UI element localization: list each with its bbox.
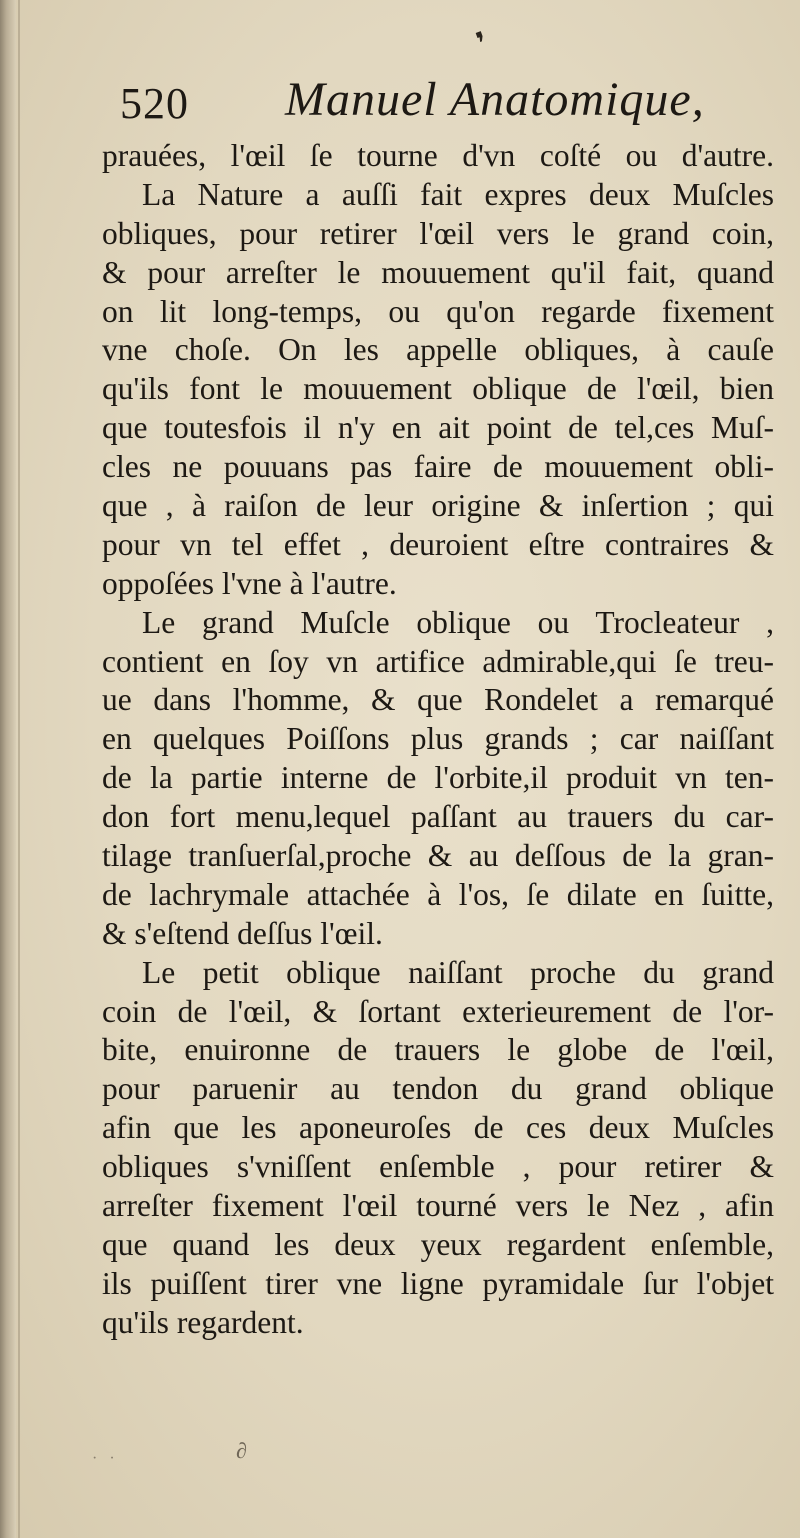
text-line: tilage tranſuerſal,proche & au deſſous de la gran-: [102, 838, 774, 874]
text-line: afin que les aponeuroſes de ces deux Muſcles: [102, 1110, 774, 1146]
text-line: Le grand Muſcle oblique ou Trocleateur ,: [142, 604, 774, 640]
ink-smudge: ∂: [236, 1438, 247, 1463]
text-line: que quand les deux yeux regardent enſemble,: [102, 1226, 774, 1262]
text-line: en quelques Poiſſons plus grands ; car naiſſant: [102, 721, 774, 757]
text-line: Le petit oblique naiſſant proche du grand: [142, 954, 774, 990]
text-line: arreſter fixement l'œil tourné vers le Nez , afin: [102, 1188, 774, 1224]
text-line: qu'ils font le mouuement oblique de l'œil, bien: [102, 371, 774, 407]
text-line: ue dans l'homme, & que Rondelet a remarqué: [102, 682, 774, 718]
body-text: [102, 137, 774, 1343]
text-line: pour paruenir au tendon du grand oblique: [102, 1071, 774, 1107]
text-line: ils puiſſent tirer vne ligne pyramidale ſur l'objet: [102, 1265, 774, 1301]
text-line: prauées, l'œil ſe tourne d'vn coſté ou d'autre.: [102, 138, 774, 173]
ink-mark: ❜: [472, 26, 494, 61]
page-number: 520: [120, 79, 189, 128]
ink-specks: · ·: [92, 1450, 119, 1467]
page-header: [120, 70, 705, 140]
text-line: contient en ſoy vn artifice admirable,qui ſe treu-: [102, 643, 774, 679]
text-line: don fort menu,lequel paſſant au trauers du car-: [102, 799, 774, 835]
page-gutter: [0, 0, 16, 1538]
text-line: que , à raiſon de leur origine & inſertion ; qui: [102, 488, 774, 524]
text-line: & s'eſtend deſſus l'œil.: [102, 915, 383, 951]
text-line: bite, enuironne de trauers le globe de l'œil,: [102, 1032, 774, 1068]
text-line: vne choſe. On les appelle obliques, à cauſe: [102, 332, 774, 368]
text-line: coin de l'œil, & ſortant exterieurement de l'or-: [102, 993, 774, 1029]
gutter-edge: [18, 0, 20, 1538]
text-line: on lit long-temps, ou qu'on regarde fixement: [102, 293, 774, 329]
text-line: La Nature a auſſi fait expres deux Muſcles: [142, 176, 774, 212]
text-line: que toutesfois il n'y en ait point de tel,ces Muſ-: [102, 410, 774, 446]
text-line: obliques s'vniſſent enſemble , pour retirer &: [102, 1149, 774, 1185]
text-line: de lachrymale attachée à l'os, ſe dilate en ſuitte,: [102, 876, 774, 912]
text-line: cles ne pouuans pas faire de mouuement obli-: [102, 449, 774, 485]
text-line: qu'ils regardent.: [102, 1304, 304, 1340]
text-line: & pour arreſter le mouuement qu'il fait, quand: [102, 254, 774, 290]
text-line: oppoſées l'vne à l'autre.: [102, 565, 397, 601]
running-title: Manuel Anatomique,: [285, 73, 705, 126]
text-line: pour vn tel effet , deuroient eſtre contraires &: [102, 526, 774, 562]
text-line: obliques, pour retirer l'œil vers le grand coin,: [102, 215, 774, 251]
text-line: de la partie interne de l'orbite,il produit vn ten-: [102, 760, 774, 796]
